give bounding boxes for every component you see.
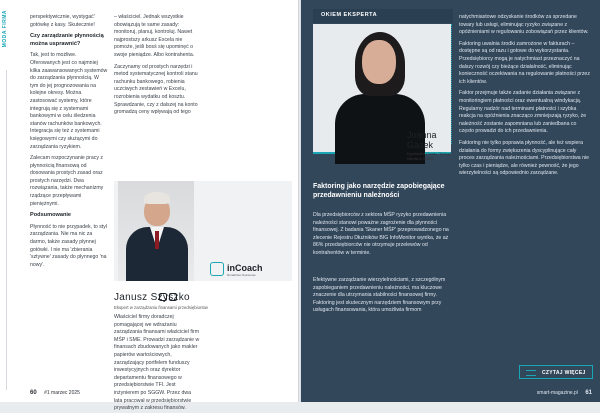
logo-tagline: Doradztwo finansowe	[227, 273, 256, 277]
expert-role: Dyrektorka Działu Obsługi klienta w SMEO	[407, 152, 451, 161]
paragraph: perspektywicznie, wystygać' gotówkę z kasy. Skutecznie!	[30, 14, 95, 28]
section-tab	[0, 0, 14, 402]
read-more-button[interactable]	[519, 365, 593, 379]
page-number: 60	[30, 390, 37, 396]
right-footer	[537, 390, 592, 396]
right-page	[301, 0, 600, 402]
article-paragraph: Efektywne zarządzanie wierzytelnościami, z szczególnym zapobieganiem przedawnieniu należności, ma kluczowe znaczenie dla utrzymania stabilności finansowej firmy. Faktoring jest skutecznym narzędziem finansowym przy usługach finansowania, która umożliwia firmom	[313, 277, 446, 314]
expert-bar-label: OKIEM EKSPERTA	[321, 12, 378, 18]
section-tag: MODA FIRMA	[2, 10, 8, 48]
logo-name: inCoach	[227, 263, 263, 273]
left-page	[0, 0, 299, 412]
article-paragraph: Dla przedsiębiorców z sektora MŚP ryzyko przedawnienia należności stanowi poważne zagrożenie dla płynności finansowej. Z badania 'Skaner MŚP' przeprowadzonego na zlecenie Rejestru Dłużników BIG InfoMonitor wynika, że aż 86% przedsiębiorców nie otrzymuje przelewów od kontrahentów w terminie.	[313, 212, 449, 256]
section-divider	[6, 70, 7, 390]
dotted-divider	[451, 24, 455, 144]
expert-photo	[118, 181, 194, 281]
expert-role: Ekspert w zarządzaniu finansami przedsiębiorstw	[114, 305, 208, 310]
issue-label: #1 marzec 2025	[44, 390, 80, 396]
expert-name: Joanna Gasek	[407, 130, 437, 150]
left-column-1	[30, 14, 108, 273]
article-headline: Faktoring jako narzędzie zapobiegające przedawnieniu należności	[313, 183, 445, 199]
logo-icon	[210, 262, 224, 276]
read-more-label: CZYTAJ WIĘCEJ	[542, 370, 586, 376]
left-footer	[30, 390, 80, 396]
page-number: 61	[585, 390, 592, 396]
company-logo	[210, 262, 290, 278]
paragraph: Zalecam rozpoczynanie pracy z płynnością finansową od dosowania prostych zasad oraz prostych narzędzi. Dwa rozwiązania, także mechanizmy rządzące przepływami pieniężnymi.	[30, 155, 104, 207]
paragraph: Faktoring nie tylko poprawia płynność, ale też wspiera działania do formy zwiększenia dyscyplinujące cały proces zarządzania należnościami. Przedsiębiorstwa nie tylko czas i pieniądze, ale również pewność, że jego wierzytelności są odpowiednio zarządzane.	[459, 139, 590, 177]
expert-bio: Właściciel firmy doradczej pomagającej we wdrażaniu zarządzania finansami właściciel firm MŚP i SME. Prowadzi zarządzanie w finansach zbudowanych jako makler papierów wartościowych, zarządzający portfelem funduszy inwestycyjnych oraz dyrektor departamentu finansowego w przedsiębiorstwie TFI. Jest inżynierem po SGGW. Przez dwa lata pracował w przedsiębiorstwie prywatnym z zakresu finansów.	[114, 314, 200, 412]
portrait-hair	[144, 192, 170, 204]
expert-photo	[313, 24, 451, 161]
left-column-2	[114, 14, 200, 121]
paragraph: Płynność to nie przypadek, to styl zarządzania. Nie ma nic za darmo, także zasady płynnej gotówki. I nie ma 'zbierania 'sztywne' zasady do płynnego 'na nowy'.	[30, 223, 107, 268]
book-icon	[526, 370, 536, 376]
right-column-2	[459, 14, 591, 182]
site-url[interactable]: smart-magazine.pl	[536, 390, 578, 396]
subheading: Czy zarządzanie płynnością można usprawnić?	[30, 33, 104, 47]
paragraph: Faktor przejmuje także zadanie działania związane z monitoringiem płatności oraz ewentualną windykacją. Regularny nadzór nad terminami płatności i szybka reakcja na opóźnienia znacząco zmniejszają ryzyko, że należność zostanie zapomniana lub zaniedbana co często prowadzi do ich przedawnienia.	[459, 90, 587, 135]
expert-name: Janusz Szyszko	[114, 292, 190, 303]
subheading: Podsumowanie	[30, 212, 72, 219]
paragraph: Faktoring uwalnia środki zamrożone w fakturach – dostępne są od razu i gotowe do wykorzystania. Przedsiębiorcy mogą je natychmiast przeznaczyć na dalszy rozwój czy bieżące działalność, eliminując konieczność oczekiwania na regulowanie płatności przez ich klientów.	[459, 40, 590, 85]
paragraph: natychmiastowe odzyskanie środków za sprzedane towary lub usługi, eliminując ryzyko związane z opóźnieniami w regulowaniu zobowiązań przez klientów.	[459, 14, 589, 36]
paragraph: Tak, jest to możliwe. Oferowanych jest co najmniej kilka zaawansowanych systemów do zarządzania płynnością. W tym do jej prognozowania na kolejne okresy. Można zastosować systemy, które integrują się z systemami bankowymi w celu śledzenia stanów rachunków bankowych. Integracja się też z systemami księgowymi czy służącymi do zarządzania ryzykiem.	[30, 52, 108, 150]
portrait-face	[362, 40, 396, 84]
portrait-tie	[155, 231, 159, 249]
paragraph: – właściciel. Jednak wszystkie obowiązują te same zasady: monitoruj, planuj, kontroluj. Nawet najprostszy arkusz Excela nie pomoże, jeśli bosś się upominęć o swoje pieniądze. Albo kontrahenta.	[114, 14, 195, 58]
paragraph: Zaczynamy od prostych narzędzi i metod systematycznej kontroli stanu rachunku bankowego, robienia uczciwych zestawień w Excelu, rozrobienia wydatku od kosztu. Sprawdzanie, czy z dalszej na konto gromadzą ceny wpływają od tego	[114, 63, 198, 116]
